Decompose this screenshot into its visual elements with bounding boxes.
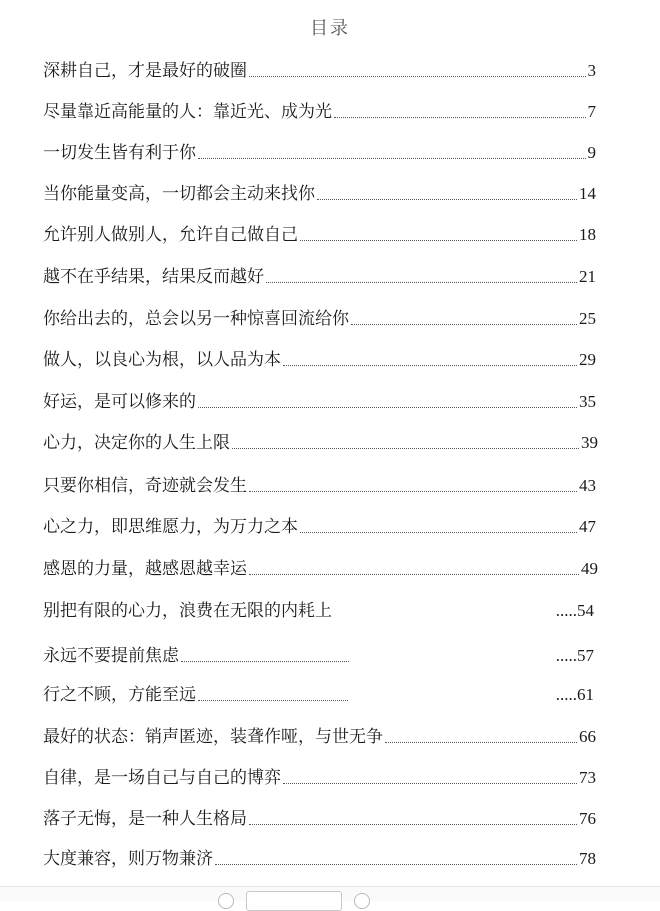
dot-leader <box>249 75 586 77</box>
dot-leader <box>215 863 577 865</box>
toc-entry-page: 78 <box>579 849 596 868</box>
toc-entry-page: .....61 <box>555 685 594 704</box>
dot-leader <box>351 323 577 325</box>
toc-entry-page: 25 <box>579 309 596 328</box>
toc-entry-title: 自律，是一场自己与自己的博弈 <box>43 768 281 788</box>
toc-entry-title: 行之不顾，方能至远 <box>43 685 196 705</box>
page-number-field[interactable] <box>246 891 342 911</box>
dot-leader <box>283 782 577 784</box>
zoom-out-button[interactable] <box>218 893 234 909</box>
dot-leader <box>181 660 349 662</box>
toc-entry-title: 尽量靠近高能量的人：靠近光、成为光 <box>43 102 332 122</box>
toc-entry[interactable] <box>43 346 596 372</box>
toc-entry-page: .....57 <box>555 646 594 665</box>
viewer-toolbar <box>0 886 660 901</box>
toc-entry[interactable] <box>43 139 596 165</box>
toc-entry-page: 21 <box>579 267 596 286</box>
toc-entry-page: 76 <box>579 809 596 828</box>
toc-entry-page: 47 <box>579 517 596 536</box>
toc-entry-title: 一切发生皆有利于你 <box>43 143 196 163</box>
dot-leader <box>334 116 586 118</box>
toc-entry[interactable] <box>43 180 596 206</box>
toc-entry-title: 感恩的力量，越感恩越幸运 <box>43 559 247 579</box>
toc-entry-title: 深耕自己，才是最好的破圈 <box>43 61 247 81</box>
toc-entry[interactable] <box>43 513 596 539</box>
toc-entry-title: 你给出去的，总会以另一种惊喜回流给你 <box>43 309 349 329</box>
toc-entry-title: 大度兼容，则万物兼济 <box>43 849 213 869</box>
toc-entry-title: 最好的状态：销声匿迹，装聋作哑，与世无争 <box>43 727 383 747</box>
dot-leader <box>300 239 577 241</box>
page-title: 目录 <box>310 18 350 39</box>
toc-entry-page: 43 <box>579 476 596 495</box>
toc-entry[interactable] <box>43 642 594 668</box>
toc-entry[interactable] <box>43 388 596 414</box>
dot-leader <box>266 281 577 283</box>
toc-entry-page: .....54 <box>555 601 594 620</box>
zoom-in-button[interactable] <box>354 893 370 909</box>
toc-entry-page: 39 <box>581 433 598 452</box>
dot-leader <box>249 573 579 575</box>
toc-entry-page: 73 <box>579 768 596 787</box>
toc-entry-page: 49 <box>581 559 598 578</box>
toc-entry[interactable] <box>43 805 596 831</box>
dot-leader <box>198 699 348 701</box>
toc-entry-page: 9 <box>587 143 596 162</box>
toc-entry[interactable] <box>43 472 596 498</box>
toc-entry[interactable] <box>43 845 596 871</box>
toc-entry-title: 心之力，即思维愿力，为万力之本 <box>43 517 298 537</box>
toc-entry[interactable] <box>43 555 598 581</box>
dot-leader <box>198 406 577 408</box>
dot-leader <box>198 157 586 159</box>
toc-entry-page: 3 <box>587 61 596 80</box>
toc-entry-title: 好运，是可以修来的 <box>43 392 196 412</box>
toc-entry-page: 18 <box>579 225 596 244</box>
toc-entry[interactable] <box>43 723 596 749</box>
toc-entry-title: 只要你相信，奇迹就会发生 <box>43 476 247 496</box>
toc-entry[interactable] <box>43 221 596 247</box>
dot-leader <box>232 447 579 449</box>
toc-entry-title: 越不在乎结果，结果反而越好 <box>43 267 264 287</box>
toc-entry[interactable] <box>43 764 596 790</box>
dot-leader <box>317 198 577 200</box>
dot-leader <box>283 364 577 366</box>
toc-entry-page: 29 <box>579 350 596 369</box>
toc-entry-title: 落子无悔，是一种人生格局 <box>43 809 247 829</box>
toc-entry-title: 当你能量变高，一切都会主动来找你 <box>43 184 315 204</box>
toc-entry-page: 7 <box>587 102 596 121</box>
toc-entry-title: 心力，决定你的人生上限 <box>43 433 230 453</box>
toc-entry-page: 35 <box>579 392 596 411</box>
toc-entry[interactable] <box>43 263 596 289</box>
toc-entry-title: 别把有限的心力，浪费在无限的内耗上 <box>43 601 332 621</box>
toc-entry-title: 做人，以良心为根，以人品为本 <box>43 350 281 370</box>
toc-entry-page: 14 <box>579 184 596 203</box>
toc-entry-page: 66 <box>579 727 596 746</box>
toc-entry-title: 永远不要提前焦虑 <box>43 646 179 666</box>
toc-entry[interactable] <box>43 681 594 707</box>
toc-entry[interactable] <box>43 597 594 623</box>
toc-entry[interactable] <box>43 57 596 83</box>
dot-leader <box>300 531 577 533</box>
dot-leader <box>249 823 577 825</box>
toc-entry[interactable] <box>43 98 596 124</box>
toc-entry-title: 允许别人做别人，允许自己做自己 <box>43 225 298 245</box>
toc-entry[interactable] <box>43 429 598 455</box>
dot-leader <box>249 490 577 492</box>
toc-entry[interactable] <box>43 305 596 331</box>
dot-leader <box>385 741 577 743</box>
